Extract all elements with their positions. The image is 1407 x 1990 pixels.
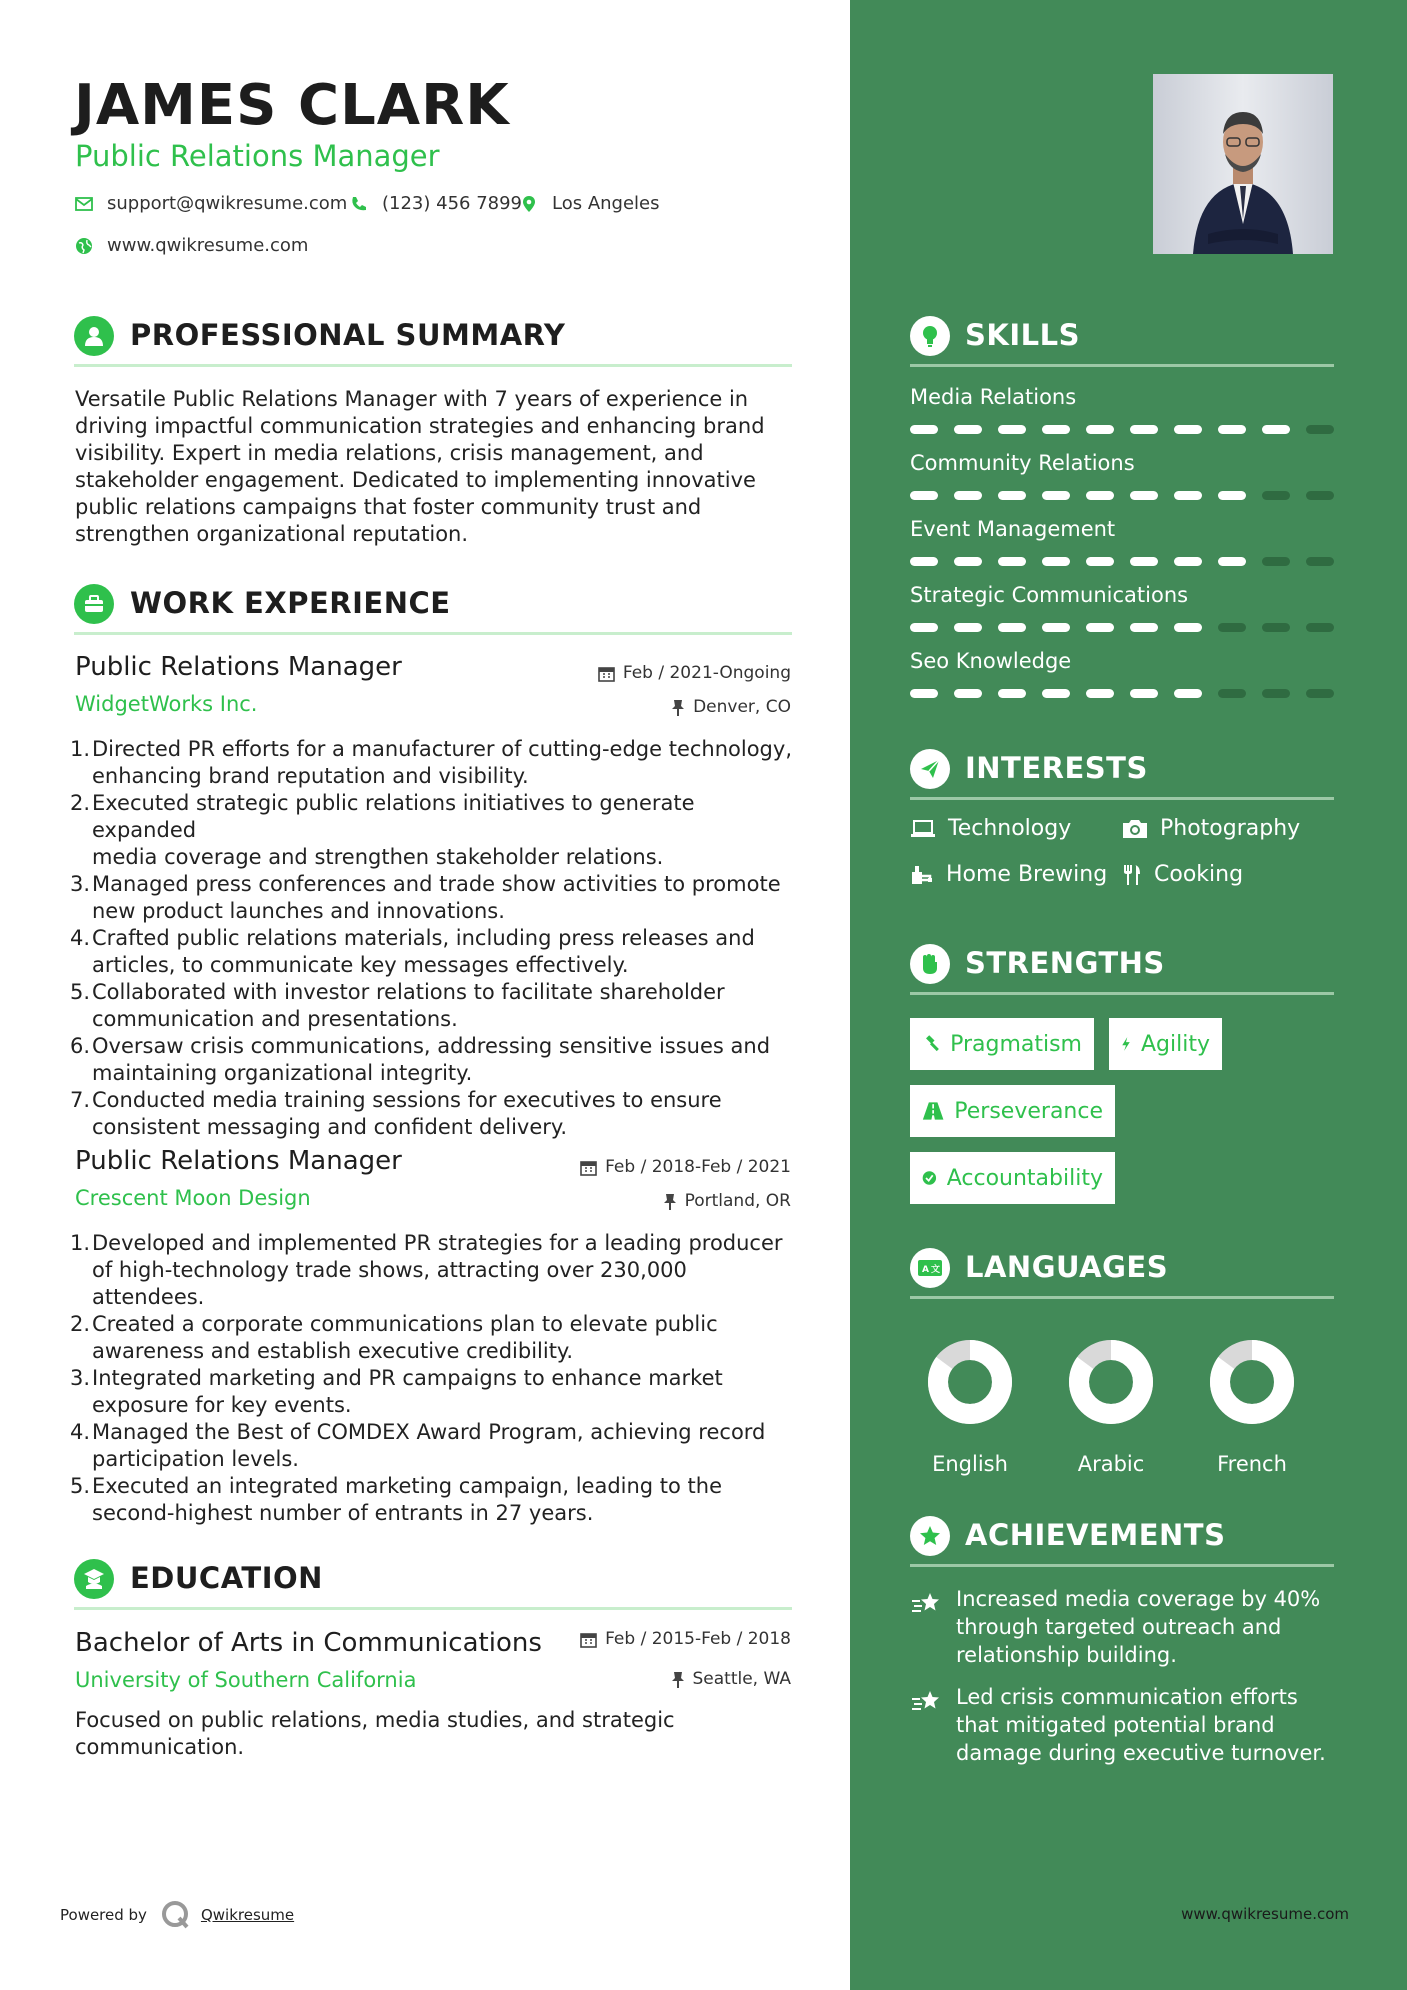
map-marker-icon [520, 195, 538, 213]
skill-rating [910, 557, 1350, 566]
education-dates-text: Feb / 2015-Feb / 2018 [605, 1629, 791, 1649]
list-item: 6. Oversaw crisis communications, addressing sensitive issues and maintaining organizational integrity. [70, 1034, 771, 1085]
interest-item [910, 816, 1071, 841]
profile-photo [1153, 74, 1333, 254]
language-proficiency-ring [920, 1332, 1020, 1432]
skill-dash-filled [1218, 425, 1246, 434]
skills-divider [910, 364, 1334, 367]
languages-divider [910, 1296, 1334, 1299]
skill-dash-filled [910, 557, 938, 566]
language-item [920, 1332, 1020, 1476]
job-dates [598, 663, 791, 683]
job-duties-list [70, 736, 800, 1141]
skill-dash-filled [1086, 557, 1114, 566]
skill-dash-filled [1042, 425, 1070, 434]
summary-line: visibility. Expert in media relations, crisis management, and [75, 441, 704, 465]
list-item: 5. Collaborated with investor relations to facilitate shareholder communication and presentations. [70, 980, 725, 1031]
skill-dash-filled [1174, 623, 1202, 632]
skill-dash-filled [1130, 425, 1158, 434]
paper-plane-icon [910, 749, 950, 789]
phone-icon [350, 195, 368, 213]
powered-by-text: Powered by [60, 1906, 147, 1924]
star-badge-icon [910, 1516, 950, 1556]
skill-dash-filled [998, 557, 1026, 566]
skill-dash-filled [954, 557, 982, 566]
skill-dash-filled [998, 623, 1026, 632]
skill-dash-filled [1174, 557, 1202, 566]
interest-label: Cooking [1154, 862, 1244, 887]
strengths-divider [910, 992, 1334, 995]
email-text: support@qwikresume.com [107, 193, 348, 214]
skill-dash-empty [1306, 491, 1334, 500]
achievements-title: ACHIEVEMENTS [965, 1518, 1226, 1552]
summary-line: strengthen organizational reputation. [75, 522, 469, 546]
list-item: 1. Developed and implemented PR strategies for a leading producer of high-technology trade shows, attracting over 230,000 attendees. [70, 1231, 783, 1309]
job-location [663, 1191, 791, 1211]
interests-divider [910, 797, 1334, 800]
skill-dash-filled [1174, 425, 1202, 434]
interest-item [1122, 862, 1243, 887]
skill-dash-empty [1306, 557, 1334, 566]
list-item: 3. Integrated marketing and PR campaigns to enhance market exposure for key events. [70, 1366, 723, 1417]
road-icon [922, 1100, 944, 1122]
interest-label: Photography [1160, 816, 1301, 841]
education-dates [580, 1629, 791, 1649]
interest-label: Technology [948, 816, 1072, 841]
skill-dash-filled [954, 689, 982, 698]
skill-dash-filled [954, 623, 982, 632]
skill-label: Strategic Communications [910, 583, 1189, 607]
calendar-icon [580, 1631, 597, 1648]
check-circle-icon [922, 1167, 937, 1189]
summary-line: Versatile Public Relations Manager with 7 years of experience in [75, 387, 749, 411]
skills-section-header [910, 314, 1334, 366]
languages-section-header [910, 1246, 1334, 1298]
skill-dash-filled [1218, 557, 1246, 566]
skill-label: Seo Knowledge [910, 649, 1072, 673]
graduate-icon [74, 1559, 114, 1599]
summary-divider [74, 364, 792, 367]
achievements-section-header [910, 1514, 1334, 1566]
globe-icon [75, 237, 93, 255]
language-icon [910, 1248, 950, 1288]
skill-dash-filled [1130, 623, 1158, 632]
skill-dash-filled [910, 425, 938, 434]
language-label: English [932, 1452, 1008, 1476]
skill-rating [910, 425, 1350, 434]
skill-dash-filled [998, 689, 1026, 698]
skill-dash-filled [1042, 689, 1070, 698]
cutlery-icon [1122, 864, 1142, 886]
svg-text:A: A [922, 1265, 929, 1275]
skill-dash-filled [998, 425, 1026, 434]
shooting-star-icon [910, 1589, 942, 1617]
language-item [1202, 1332, 1302, 1476]
fist-icon [910, 944, 950, 984]
brewing-icon [910, 864, 934, 886]
skill-dash-filled [1042, 623, 1070, 632]
job-location-text: Portland, OR [684, 1191, 791, 1211]
qwikresume-logo-icon [161, 1900, 191, 1930]
shooting-star-icon [910, 1687, 942, 1715]
skill-item [910, 649, 1334, 673]
skill-item [910, 517, 1334, 541]
interests-title: INTERESTS [965, 751, 1148, 785]
website-text: www.qwikresume.com [107, 235, 309, 256]
list-item: 1. Directed PR efforts for a manufacturer of cutting-edge technology, enhancing brand reputation and visibility. [70, 737, 792, 788]
interest-item [910, 862, 1107, 887]
contact-website[interactable] [75, 235, 308, 256]
skill-dash-filled [1174, 689, 1202, 698]
job-title: Public Relations Manager [75, 1146, 402, 1176]
skill-dash-empty [1218, 689, 1246, 698]
list-item: 5. Executed an integrated marketing campaign, leading to the second-highest number of entrants in 27 years. [70, 1474, 723, 1525]
calendar-icon [598, 665, 615, 682]
envelope-icon [75, 195, 93, 213]
strengths-section-header [910, 942, 1334, 994]
skill-dash-filled [1086, 623, 1114, 632]
experience-divider [74, 632, 792, 635]
skill-dash-filled [1174, 491, 1202, 500]
strengths-title: STRENGTHS [965, 946, 1165, 980]
job-company: Crescent Moon Design [75, 1186, 311, 1210]
skill-dash-filled [1042, 557, 1070, 566]
skill-dash-empty [1262, 623, 1290, 632]
skill-dash-empty [1306, 689, 1334, 698]
skills-title: SKILLS [965, 318, 1080, 352]
education-location [671, 1669, 792, 1689]
degree-title: Bachelor of Arts in Communications [75, 1628, 542, 1658]
skill-dash-filled [1130, 557, 1158, 566]
job-dates-text: Feb / 2018-Feb / 2021 [605, 1157, 791, 1177]
skill-label: Event Management [910, 517, 1116, 541]
pushpin-icon [671, 699, 685, 716]
summary-section-header [74, 314, 792, 366]
summary-line: driving impactful communication strategies and enhancing brand [75, 414, 765, 438]
language-label: Arabic [1077, 1452, 1145, 1476]
lightbulb-icon [910, 316, 950, 356]
interest-label: Home Brewing [946, 862, 1108, 887]
job-title: Public Relations Manager [75, 652, 402, 682]
skill-item [910, 583, 1334, 607]
skill-rating [910, 689, 1350, 698]
list-item: 4. Managed the Best of COMDEX Award Program, achieving record participation levels. [70, 1420, 766, 1471]
location-text: Los Angeles [552, 193, 660, 214]
language-proficiency-ring [1061, 1332, 1161, 1432]
strength-label: Agility [1141, 1031, 1210, 1057]
language-item [1061, 1332, 1161, 1476]
education-divider [74, 1607, 792, 1610]
job-location-text: Denver, CO [693, 697, 791, 717]
skill-dash-filled [1042, 491, 1070, 500]
job-location [671, 697, 791, 717]
skill-dash-filled [1086, 425, 1114, 434]
skill-item [910, 451, 1334, 475]
list-item: 3. Managed press conferences and trade show activities to promote new product launches and innovations. [70, 872, 781, 923]
skill-dash-filled [954, 425, 982, 434]
skill-dash-empty [1218, 623, 1246, 632]
interests-section-header [910, 747, 1334, 799]
candidate-name: JAMES CLARK [74, 73, 510, 138]
bolt-icon [1121, 1032, 1131, 1056]
strength-label: Perseverance [954, 1098, 1103, 1124]
contact-email[interactable] [75, 193, 347, 214]
list-item: 2. Created a corporate communications plan to elevate public awareness and establish executive credibility. [70, 1312, 718, 1363]
skill-rating [910, 623, 1350, 632]
interest-item [1122, 816, 1300, 841]
strength-chip [910, 1152, 1115, 1204]
language-proficiency-ring [1202, 1332, 1302, 1432]
languages-title: LANGUAGES [965, 1250, 1169, 1284]
skill-dash-empty [1262, 491, 1290, 500]
skill-dash-empty [1306, 623, 1334, 632]
strength-label: Pragmatism [950, 1031, 1082, 1057]
education-title: EDUCATION [130, 1561, 323, 1595]
job-duties-list [70, 1230, 800, 1527]
calendar-icon [580, 1159, 597, 1176]
laptop-icon [910, 819, 936, 839]
list-item: 2. Executed strategic public relations initiatives to generate expanded media coverage and strengthen stakeholder relations. [70, 791, 695, 869]
school-name: University of Southern California [75, 1668, 417, 1692]
summary-line: public relations campaigns that foster community trust and [75, 495, 702, 519]
briefcase-icon [74, 584, 114, 624]
qwikresume-link[interactable]: Qwikresume [200, 1906, 295, 1924]
strength-chip [910, 1018, 1094, 1070]
skill-item [910, 385, 1334, 409]
skill-dash-filled [1262, 425, 1290, 434]
skill-dash-filled [1086, 689, 1114, 698]
education-location-text: Seattle, WA [692, 1669, 791, 1689]
skill-dash-empty [1262, 689, 1290, 698]
list-item: 4. Crafted public relations materials, including press releases and articles, to communicate key messages effectively. [70, 926, 755, 977]
gavel-icon [922, 1032, 940, 1056]
education-section-header [74, 1557, 792, 1609]
phone-text: (123) 456 7899 [382, 193, 523, 214]
language-label: French [1217, 1452, 1287, 1476]
summary-title: PROFESSIONAL SUMMARY [130, 318, 566, 352]
powered-by [60, 1900, 294, 1930]
skill-dash-filled [998, 491, 1026, 500]
achievements-divider [910, 1564, 1334, 1567]
contact-location [520, 193, 660, 214]
skill-dash-filled [1130, 491, 1158, 500]
skill-label: Media Relations [910, 385, 1077, 409]
footer-website[interactable]: www.qwikresume.com [1181, 1905, 1349, 1923]
strength-label: Accountability [946, 1165, 1103, 1191]
experience-section-header [74, 582, 792, 634]
pushpin-icon [663, 1193, 677, 1210]
skill-dash-filled [910, 623, 938, 632]
contact-phone[interactable] [350, 193, 522, 214]
job-dates [580, 1157, 791, 1177]
pushpin-icon [671, 1671, 685, 1688]
user-icon [74, 316, 114, 356]
skill-dash-filled [1086, 491, 1114, 500]
skill-dash-filled [910, 491, 938, 500]
candidate-role: Public Relations Manager [75, 139, 440, 173]
education-description: Focused on public relations, media studies, and strategic communication. [75, 1708, 675, 1759]
strength-chip [910, 1085, 1115, 1137]
strength-chip [1109, 1018, 1222, 1070]
skill-dash-empty [1262, 557, 1290, 566]
skill-rating [910, 491, 1350, 500]
skill-dash-filled [954, 491, 982, 500]
list-item: 7. Conducted media training sessions for executives to ensure consistent messaging and confident delivery. [70, 1088, 722, 1139]
summary-line: stakeholder engagement. Dedicated to implementing innovative [75, 468, 756, 492]
job-company: WidgetWorks Inc. [75, 692, 258, 716]
skill-dash-filled [1130, 689, 1158, 698]
skill-dash-empty [1306, 425, 1334, 434]
job-dates-text: Feb / 2021-Ongoing [622, 663, 791, 683]
skill-label: Community Relations [910, 451, 1135, 475]
svg-text:文: 文 [931, 1265, 941, 1275]
skill-dash-filled [910, 689, 938, 698]
experience-title: WORK EXPERIENCE [130, 586, 451, 620]
camera-icon [1122, 818, 1148, 840]
summary-text [75, 386, 795, 548]
skill-dash-filled [1218, 491, 1246, 500]
